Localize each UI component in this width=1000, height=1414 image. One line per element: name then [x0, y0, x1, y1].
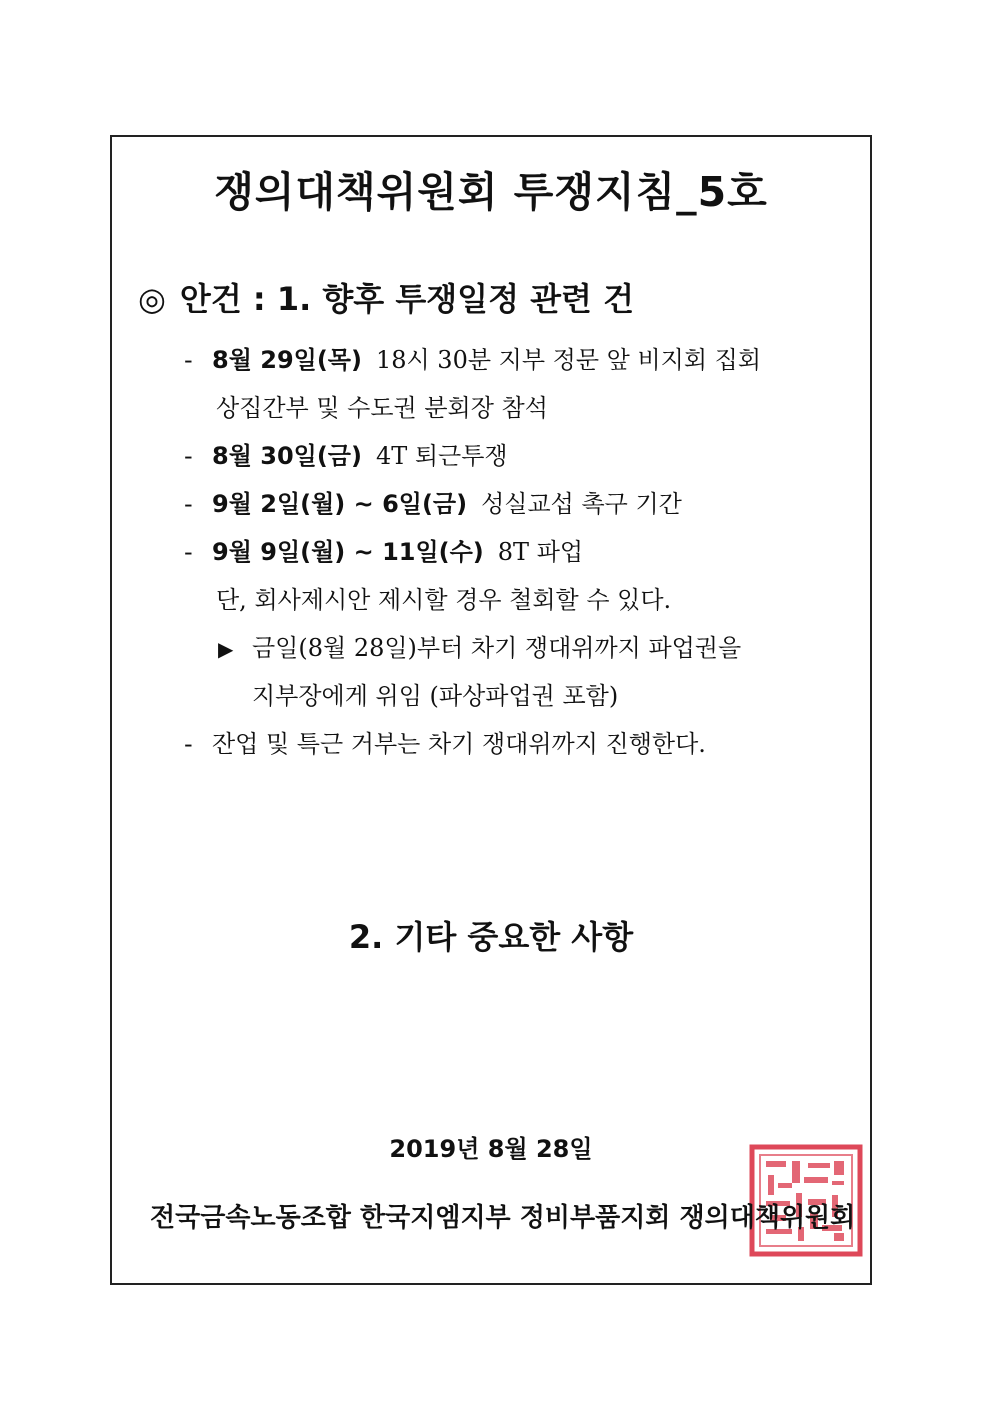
schedule-desc: 18시 30분 지부 정문 앞 비지회 집회: [375, 346, 762, 374]
schedule-item-3: [184, 487, 682, 521]
double-circle-icon: ◎: [138, 280, 166, 318]
schedule-desc: 8T 파업: [497, 538, 584, 566]
schedule-date: 8월 29일(목): [212, 346, 362, 374]
document-title: 쟁의대책위원회 투쟁지침_5호: [214, 168, 768, 216]
schedule-item-4-condition: 단, 회사제시안 제시할 경우 철회할 수 있다.: [216, 586, 672, 614]
agenda-heading: [138, 274, 634, 320]
schedule-item-1-detail: 상집간부 및 수도권 분회장 참석: [216, 394, 548, 422]
dash-marker: -: [184, 490, 193, 518]
delegation-text: 금일(8월 28일)부터 차기 쟁대위까지 파업권을: [252, 634, 742, 662]
issuing-organization: 전국금속노동조합 한국지엠지부 정비부품지회 쟁의대책위원회: [150, 1203, 856, 1233]
schedule-item-4: [184, 535, 583, 569]
notice-frame: [110, 135, 872, 1285]
delegation-note-continued: 지부장에게 위임 (파상파업권 포함): [252, 682, 619, 710]
schedule-date: 9월 9일(월) ~ 11일(수): [212, 538, 484, 566]
triangle-bullet-icon: ▶: [218, 637, 234, 661]
schedule-item-5: [184, 727, 706, 761]
agenda-heading-text: 안건 : 1. 향후 투쟁일정 관련 건: [179, 280, 635, 318]
dash-marker: -: [184, 442, 193, 470]
dash-marker: -: [184, 730, 193, 758]
schedule-item-2: [184, 439, 508, 473]
schedule-desc: 잔업 및 특근 거부는 차기 쟁대위까지 진행한다.: [212, 730, 706, 758]
schedule-desc: 성실교섭 촉구 기간: [481, 490, 682, 518]
dash-marker: -: [184, 346, 193, 374]
item2-heading: 2. 기타 중요한 사항: [348, 918, 634, 956]
schedule-desc: 4T 퇴근투쟁: [375, 442, 508, 470]
schedule-item-1: [184, 343, 761, 377]
delegation-note: [218, 631, 741, 666]
schedule-date: 9월 2일(월) ~ 6일(금): [212, 490, 468, 518]
dash-marker: -: [184, 538, 193, 566]
schedule-date: 8월 30일(금): [212, 442, 362, 470]
issue-date: 2019년 8월 28일: [389, 1135, 593, 1163]
